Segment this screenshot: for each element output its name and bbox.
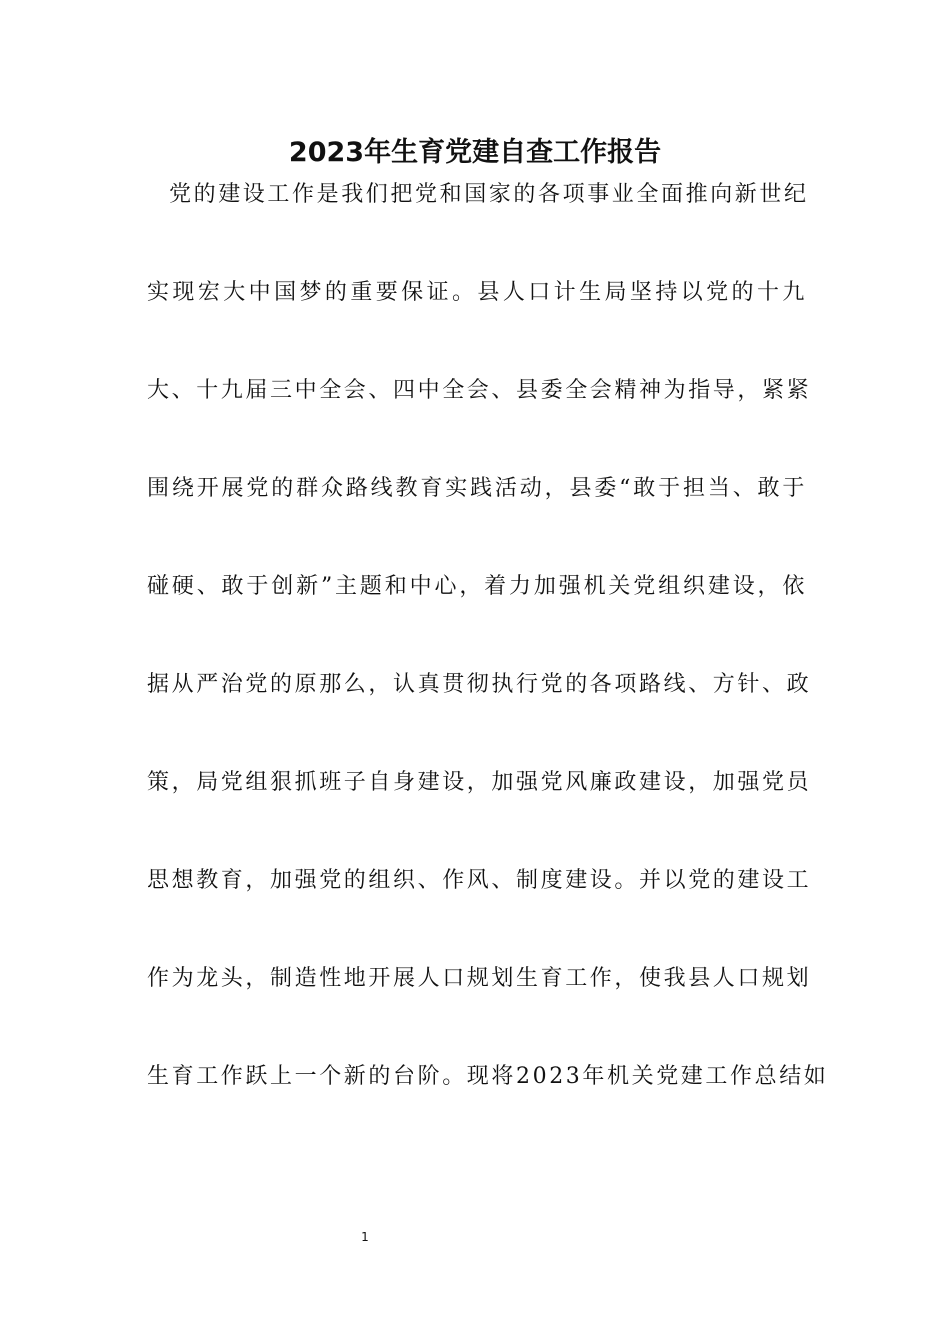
document-title: 2023年生育党建自查工作报告 xyxy=(288,137,662,168)
body-line: 围绕开展党的群众路线教育实践活动，县委“敢于担当、敢于 xyxy=(147,476,807,501)
page-number: 1 xyxy=(361,1230,369,1244)
body-line: 实现宏大中国梦的重要保证。县人口计生局坚持以党的十九 xyxy=(147,280,807,305)
body-line: 策，局党组狠抓班子自身建设，加强党风廉政建设，加强党员 xyxy=(147,770,812,795)
body-line: 生育工作跃上一个新的台阶。现将2023年机关党建工作总结如 xyxy=(147,1064,829,1089)
body-line: 大、十九届三中全会、四中全会、县委全会精神为指导，紧紧 xyxy=(147,378,812,403)
body-line: 党的建设工作是我们把党和国家的各项事业全面推向新世纪 xyxy=(169,182,809,207)
body-line: 作为龙头，制造性地开展人口规划生育工作，使我县人口规划 xyxy=(147,966,812,991)
body-line: 据从严治党的原那么，认真贯彻执行党的各项路线、方针、政 xyxy=(147,672,812,697)
body-line: 碰硬、敢于创新”主题和中心，着力加强机关党组织建设，依 xyxy=(147,574,807,599)
body-line: 思想教育，加强党的组织、作风、制度建设。并以党的建设工 xyxy=(147,868,812,893)
